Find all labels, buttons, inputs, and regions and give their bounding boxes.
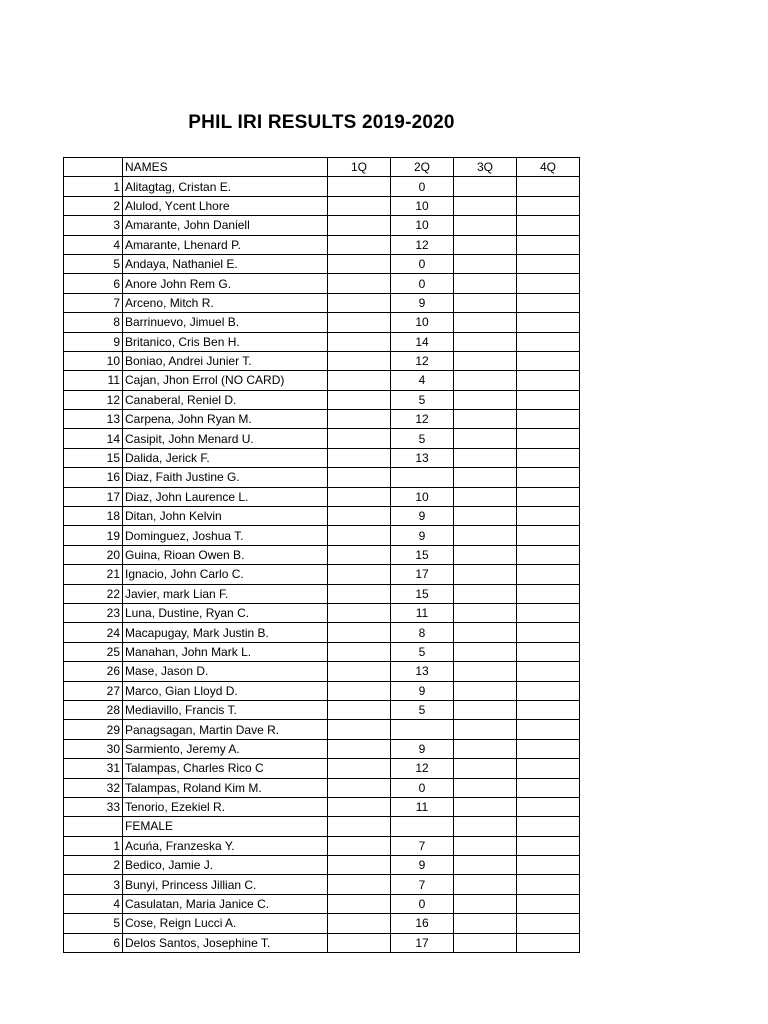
results-table xyxy=(63,157,580,953)
score-4q xyxy=(517,914,580,933)
score-1q xyxy=(328,545,391,564)
score-1q xyxy=(328,254,391,273)
table-row xyxy=(64,235,580,254)
score-3q xyxy=(454,817,517,836)
row-number: 6 xyxy=(64,933,123,952)
table-row xyxy=(64,720,580,739)
score-3q xyxy=(454,720,517,739)
score-3q xyxy=(454,894,517,913)
student-name: Marco, Gian Lloyd D. xyxy=(123,681,328,700)
score-3q xyxy=(454,778,517,797)
score-2q: 7 xyxy=(391,875,454,894)
score-2q: 11 xyxy=(391,797,454,816)
score-1q xyxy=(328,177,391,196)
score-4q xyxy=(517,584,580,603)
row-number: 1 xyxy=(64,836,123,855)
student-name: Arceno, Mitch R. xyxy=(123,293,328,312)
table-row xyxy=(64,662,580,681)
row-number: 6 xyxy=(64,274,123,293)
score-1q xyxy=(328,235,391,254)
student-name: Cose, Reign Lucci A. xyxy=(123,914,328,933)
score-3q xyxy=(454,856,517,875)
student-name: Luna, Dustine, Ryan C. xyxy=(123,603,328,622)
row-number: 14 xyxy=(64,429,123,448)
score-4q xyxy=(517,507,580,526)
score-4q xyxy=(517,875,580,894)
score-1q xyxy=(328,410,391,429)
row-number: 29 xyxy=(64,720,123,739)
row-number: 31 xyxy=(64,759,123,778)
score-3q xyxy=(454,216,517,235)
table-row xyxy=(64,196,580,215)
row-number: 13 xyxy=(64,410,123,429)
score-4q xyxy=(517,410,580,429)
table-row xyxy=(64,739,580,758)
student-name: Bunyi, Princess Jillian C. xyxy=(123,875,328,894)
header-2q: 2Q xyxy=(391,158,454,177)
table-row xyxy=(64,778,580,797)
row-number: 5 xyxy=(64,914,123,933)
student-name: Bedico, Jamie J. xyxy=(123,856,328,875)
table-row xyxy=(64,507,580,526)
score-1q xyxy=(328,875,391,894)
score-2q: 0 xyxy=(391,177,454,196)
score-1q xyxy=(328,739,391,758)
score-2q: 9 xyxy=(391,507,454,526)
table-row xyxy=(64,313,580,332)
student-name: Andaya, Nathaniel E. xyxy=(123,254,328,273)
header-row xyxy=(64,158,580,177)
score-3q xyxy=(454,177,517,196)
student-name: Anore John Rem G. xyxy=(123,274,328,293)
score-4q xyxy=(517,856,580,875)
score-2q xyxy=(391,468,454,487)
table-row xyxy=(64,216,580,235)
score-1q xyxy=(328,196,391,215)
student-name: Canaberal, Reniel D. xyxy=(123,390,328,409)
row-number: 28 xyxy=(64,700,123,719)
row-number: 30 xyxy=(64,739,123,758)
student-name: Mase, Jason D. xyxy=(123,662,328,681)
score-3q xyxy=(454,410,517,429)
score-3q xyxy=(454,332,517,351)
score-2q: 10 xyxy=(391,196,454,215)
score-4q xyxy=(517,351,580,370)
student-name: Manahan, John Mark L. xyxy=(123,642,328,661)
table-row xyxy=(64,797,580,816)
score-3q xyxy=(454,351,517,370)
score-1q xyxy=(328,507,391,526)
row-number: 2 xyxy=(64,856,123,875)
table-row xyxy=(64,410,580,429)
student-name: Talampas, Charles Rico C xyxy=(123,759,328,778)
table-row xyxy=(64,914,580,933)
student-name: Sarmiento, Jeremy A. xyxy=(123,739,328,758)
table-row xyxy=(64,623,580,642)
student-name: Talampas, Roland Kim M. xyxy=(123,778,328,797)
score-4q xyxy=(517,526,580,545)
score-2q: 12 xyxy=(391,351,454,370)
student-name: Britanico, Cris Ben H. xyxy=(123,332,328,351)
student-name: Macapugay, Mark Justin B. xyxy=(123,623,328,642)
row-number: 23 xyxy=(64,603,123,622)
table-row xyxy=(64,351,580,370)
score-3q xyxy=(454,507,517,526)
score-4q xyxy=(517,545,580,564)
table-row xyxy=(64,681,580,700)
table-row xyxy=(64,177,580,196)
table-row xyxy=(64,468,580,487)
table-row xyxy=(64,371,580,390)
table-row xyxy=(64,933,580,952)
row-number: 16 xyxy=(64,468,123,487)
score-4q xyxy=(517,371,580,390)
row-number: 15 xyxy=(64,448,123,467)
score-2q: 11 xyxy=(391,603,454,622)
score-2q: 12 xyxy=(391,235,454,254)
score-3q xyxy=(454,429,517,448)
score-3q xyxy=(454,875,517,894)
student-name: Delos Santos, Josephine T. xyxy=(123,933,328,952)
row-number: 8 xyxy=(64,313,123,332)
row-number: 2 xyxy=(64,196,123,215)
score-4q xyxy=(517,177,580,196)
score-2q: 9 xyxy=(391,526,454,545)
score-4q xyxy=(517,720,580,739)
student-name: Dominguez, Joshua T. xyxy=(123,526,328,545)
row-number: 22 xyxy=(64,584,123,603)
score-1q xyxy=(328,623,391,642)
score-3q xyxy=(454,313,517,332)
score-4q xyxy=(517,933,580,952)
score-4q xyxy=(517,390,580,409)
header-1q: 1Q xyxy=(328,158,391,177)
score-3q xyxy=(454,759,517,778)
score-2q: 9 xyxy=(391,681,454,700)
row-number: 33 xyxy=(64,797,123,816)
score-3q xyxy=(454,797,517,816)
score-1q xyxy=(328,914,391,933)
score-2q: 8 xyxy=(391,623,454,642)
row-number: 5 xyxy=(64,254,123,273)
score-1q xyxy=(328,526,391,545)
student-name: Casulatan, Maria Janice C. xyxy=(123,894,328,913)
score-1q xyxy=(328,797,391,816)
score-4q xyxy=(517,759,580,778)
student-name: Casipit, John Menard U. xyxy=(123,429,328,448)
score-1q xyxy=(328,662,391,681)
score-3q xyxy=(454,565,517,584)
table-row xyxy=(64,254,580,273)
score-3q xyxy=(454,836,517,855)
score-2q: 5 xyxy=(391,390,454,409)
score-3q xyxy=(454,933,517,952)
score-2q: 10 xyxy=(391,216,454,235)
row-number: 19 xyxy=(64,526,123,545)
score-1q xyxy=(328,700,391,719)
score-1q xyxy=(328,274,391,293)
score-3q xyxy=(454,390,517,409)
score-1q xyxy=(328,216,391,235)
score-3q xyxy=(454,603,517,622)
score-2q: 9 xyxy=(391,856,454,875)
score-1q xyxy=(328,778,391,797)
score-1q xyxy=(328,468,391,487)
score-4q xyxy=(517,448,580,467)
score-4q xyxy=(517,313,580,332)
score-4q xyxy=(517,817,580,836)
score-2q: 13 xyxy=(391,448,454,467)
row-number: 17 xyxy=(64,487,123,506)
row-number: 27 xyxy=(64,681,123,700)
row-number: 9 xyxy=(64,332,123,351)
score-4q xyxy=(517,196,580,215)
score-3q xyxy=(454,254,517,273)
score-4q xyxy=(517,468,580,487)
student-name: Amarante, Lhenard P. xyxy=(123,235,328,254)
table-row xyxy=(64,526,580,545)
score-4q xyxy=(517,565,580,584)
score-2q: 15 xyxy=(391,545,454,564)
score-3q xyxy=(454,526,517,545)
score-4q xyxy=(517,332,580,351)
row-number: 25 xyxy=(64,642,123,661)
score-4q xyxy=(517,216,580,235)
score-2q: 9 xyxy=(391,293,454,312)
score-4q xyxy=(517,293,580,312)
score-2q: 12 xyxy=(391,759,454,778)
student-name: Cajan, Jhon Errol (NO CARD) xyxy=(123,371,328,390)
score-4q xyxy=(517,739,580,758)
row-number: 18 xyxy=(64,507,123,526)
row-number: 3 xyxy=(64,875,123,894)
score-1q xyxy=(328,817,391,836)
row-number: 7 xyxy=(64,293,123,312)
score-4q xyxy=(517,235,580,254)
student-name: Alulod, Ycent Lhore xyxy=(123,196,328,215)
score-1q xyxy=(328,836,391,855)
row-number: 11 xyxy=(64,371,123,390)
header-number xyxy=(64,158,123,177)
student-name: Javier, mark Lian F. xyxy=(123,584,328,603)
row-number xyxy=(64,817,123,836)
score-4q xyxy=(517,642,580,661)
score-2q: 7 xyxy=(391,836,454,855)
table-row xyxy=(64,332,580,351)
score-1q xyxy=(328,448,391,467)
table-row xyxy=(64,545,580,564)
score-3q xyxy=(454,371,517,390)
score-2q: 17 xyxy=(391,565,454,584)
score-1q xyxy=(328,681,391,700)
header-4q: 4Q xyxy=(517,158,580,177)
score-4q xyxy=(517,778,580,797)
table-row xyxy=(64,875,580,894)
score-3q xyxy=(454,448,517,467)
score-1q xyxy=(328,313,391,332)
score-1q xyxy=(328,642,391,661)
score-1q xyxy=(328,894,391,913)
student-name: Dalida, Jerick F. xyxy=(123,448,328,467)
table-row xyxy=(64,700,580,719)
score-1q xyxy=(328,487,391,506)
score-4q xyxy=(517,254,580,273)
student-name: Mediavillo, Francis T. xyxy=(123,700,328,719)
row-number: 4 xyxy=(64,235,123,254)
score-3q xyxy=(454,196,517,215)
score-3q xyxy=(454,274,517,293)
student-name: FEMALE xyxy=(123,817,328,836)
row-number: 32 xyxy=(64,778,123,797)
score-1q xyxy=(328,720,391,739)
score-2q: 5 xyxy=(391,642,454,661)
table-row xyxy=(64,565,580,584)
score-3q xyxy=(454,700,517,719)
student-name: Panagsagan, Martin Dave R. xyxy=(123,720,328,739)
student-name: Diaz, Faith Justine G. xyxy=(123,468,328,487)
row-number: 1 xyxy=(64,177,123,196)
score-1q xyxy=(328,933,391,952)
row-number: 3 xyxy=(64,216,123,235)
student-name: Ignacio, John Carlo C. xyxy=(123,565,328,584)
score-4q xyxy=(517,429,580,448)
score-2q: 5 xyxy=(391,429,454,448)
score-2q: 5 xyxy=(391,700,454,719)
page-title: PHIL IRI RESULTS 2019-2020 xyxy=(188,112,455,133)
score-3q xyxy=(454,468,517,487)
score-2q: 4 xyxy=(391,371,454,390)
table-row xyxy=(64,448,580,467)
row-number: 4 xyxy=(64,894,123,913)
score-4q xyxy=(517,797,580,816)
table-body xyxy=(64,177,580,953)
score-4q xyxy=(517,894,580,913)
score-2q xyxy=(391,817,454,836)
table-row xyxy=(64,293,580,312)
score-1q xyxy=(328,390,391,409)
score-2q: 16 xyxy=(391,914,454,933)
score-3q xyxy=(454,739,517,758)
student-name: Diaz, John Laurence L. xyxy=(123,487,328,506)
score-1q xyxy=(328,603,391,622)
student-name: Barrinuevo, Jimuel B. xyxy=(123,313,328,332)
score-2q: 0 xyxy=(391,778,454,797)
table-row xyxy=(64,584,580,603)
row-number: 24 xyxy=(64,623,123,642)
score-4q xyxy=(517,623,580,642)
table-row xyxy=(64,856,580,875)
table-row xyxy=(64,642,580,661)
score-3q xyxy=(454,623,517,642)
row-number: 20 xyxy=(64,545,123,564)
table-row xyxy=(64,603,580,622)
score-4q xyxy=(517,274,580,293)
score-2q: 10 xyxy=(391,313,454,332)
score-1q xyxy=(328,759,391,778)
score-1q xyxy=(328,332,391,351)
score-3q xyxy=(454,235,517,254)
table-row xyxy=(64,390,580,409)
table-row xyxy=(64,274,580,293)
score-1q xyxy=(328,584,391,603)
student-name: Guina, Rioan Owen B. xyxy=(123,545,328,564)
table-row xyxy=(64,817,580,836)
score-3q xyxy=(454,584,517,603)
table-row xyxy=(64,759,580,778)
header-3q: 3Q xyxy=(454,158,517,177)
score-4q xyxy=(517,603,580,622)
score-2q xyxy=(391,720,454,739)
score-1q xyxy=(328,429,391,448)
score-2q: 0 xyxy=(391,274,454,293)
score-1q xyxy=(328,351,391,370)
header-names: NAMES xyxy=(123,158,328,177)
student-name: Carpena, John Ryan M. xyxy=(123,410,328,429)
student-name: Acuńa, Franzeska Y. xyxy=(123,836,328,855)
score-4q xyxy=(517,836,580,855)
row-number: 26 xyxy=(64,662,123,681)
score-4q xyxy=(517,700,580,719)
table-row xyxy=(64,487,580,506)
score-3q xyxy=(454,293,517,312)
row-number: 12 xyxy=(64,390,123,409)
table-row xyxy=(64,836,580,855)
score-2q: 17 xyxy=(391,933,454,952)
score-2q: 12 xyxy=(391,410,454,429)
score-4q xyxy=(517,662,580,681)
score-3q xyxy=(454,487,517,506)
score-2q: 0 xyxy=(391,254,454,273)
score-4q xyxy=(517,487,580,506)
score-1q xyxy=(328,856,391,875)
score-3q xyxy=(454,914,517,933)
student-name: Amarante, John Daniell xyxy=(123,216,328,235)
score-2q: 13 xyxy=(391,662,454,681)
student-name: Boniao, Andrei Junier T. xyxy=(123,351,328,370)
score-3q xyxy=(454,662,517,681)
score-1q xyxy=(328,371,391,390)
row-number: 10 xyxy=(64,351,123,370)
score-2q: 10 xyxy=(391,487,454,506)
score-4q xyxy=(517,681,580,700)
score-3q xyxy=(454,642,517,661)
score-2q: 15 xyxy=(391,584,454,603)
score-1q xyxy=(328,565,391,584)
score-3q xyxy=(454,681,517,700)
table-row xyxy=(64,429,580,448)
score-2q: 9 xyxy=(391,739,454,758)
score-1q xyxy=(328,293,391,312)
table-row xyxy=(64,894,580,913)
score-3q xyxy=(454,545,517,564)
score-2q: 14 xyxy=(391,332,454,351)
student-name: Tenorio, Ezekiel R. xyxy=(123,797,328,816)
row-number: 21 xyxy=(64,565,123,584)
student-name: Ditan, John Kelvin xyxy=(123,507,328,526)
student-name: Alitagtag, Cristan E. xyxy=(123,177,328,196)
score-2q: 0 xyxy=(391,894,454,913)
